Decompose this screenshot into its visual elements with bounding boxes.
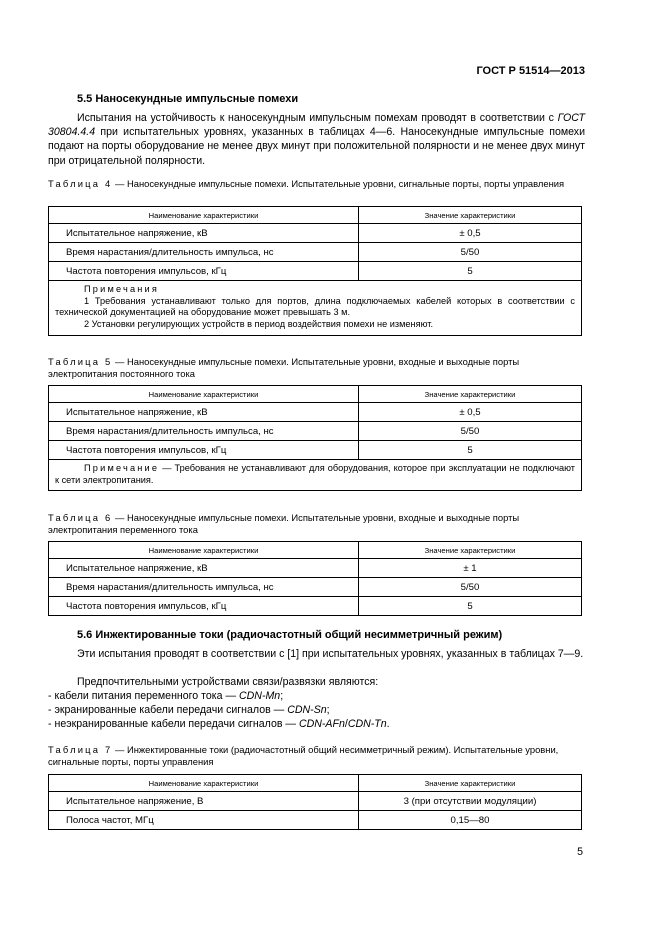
device-code: CDN-Sn (287, 704, 327, 716)
table-6 (48, 541, 582, 616)
section-5-5-title: 5.5 Наносекундные импульсные помехи (77, 93, 299, 105)
column-header: Наименование характеристики (49, 386, 359, 403)
table-4-caption (48, 178, 585, 190)
caption-text: — Наносекундные импульсные помехи. Испытательные уровни, входные и выходные порты электропитания переменного тока (48, 512, 520, 535)
device-code: CDN-AFn (298, 718, 345, 730)
section-5-6-paragraph: Эти испытания проводят в соответствии с [1] при испытательных уровнях, указанных в таблицах 7—9. (77, 648, 584, 660)
cell-value: ± 0,5 (359, 403, 582, 422)
notes-heading: Примечания (84, 284, 160, 294)
column-header: Значение характеристики (359, 386, 582, 403)
section-5-5-paragraph (48, 111, 585, 168)
column-header: Наименование характеристики (49, 542, 359, 559)
table-5 (48, 385, 582, 491)
list-item: - кабели питания переменного тока — CDN-Mn; (48, 690, 284, 702)
cell-value: 3 (при отсутствии модуляции) (359, 792, 582, 811)
document-code: ГОСТ Р 51514—2013 (476, 65, 585, 77)
cell-name: Испытательное напряжение, В (49, 792, 359, 811)
table-7-caption (48, 744, 585, 768)
note-1: 1 Требования устанавливают только для портов, длина подключаемых кабелей которых в соответствии с технической документацией на оборудование может превышать 3 м. (55, 295, 575, 318)
cell-name: Испытательное напряжение, кВ (49, 403, 359, 422)
table-notes (49, 281, 582, 336)
table-label: Таблица 5 (48, 356, 113, 367)
cell-value: ± 0,5 (359, 224, 582, 243)
cell-name: Испытательное напряжение, кВ (49, 224, 359, 243)
table-row (49, 578, 582, 597)
table-row (49, 441, 582, 460)
note-label: Примечание (84, 463, 160, 473)
table-row (49, 403, 582, 422)
table-header-row (49, 207, 582, 224)
standard-reference: ГОСТ 30804.4.4 (48, 112, 585, 139)
cell-name: Частота повторения импульсов, кГц (49, 262, 359, 281)
table-row (49, 597, 582, 616)
table-row (49, 224, 582, 243)
table-4 (48, 206, 582, 336)
table-row (49, 811, 582, 830)
cell-name: Время нарастания/длительность импульса, нс (49, 243, 359, 262)
table-note (49, 460, 582, 491)
cell-name: Время нарастания/длительность импульса, нс (49, 422, 359, 441)
cell-value: 5 (359, 441, 582, 460)
device-code: CDN-Mn (239, 690, 281, 702)
note-2: 2 Установки регулирующих устройств в период воздействия помехи не изменяют. (84, 319, 434, 330)
table-label: Таблица 6 (48, 512, 113, 523)
table-notes-row (49, 281, 582, 336)
cell-value: 5 (359, 262, 582, 281)
cell-value: 0,15—80 (359, 811, 582, 830)
column-header: Значение характеристики (359, 542, 582, 559)
cell-value: ± 1 (359, 559, 582, 578)
page-number: 5 (577, 846, 583, 858)
cell-name: Частота повторения импульсов, кГц (49, 441, 359, 460)
table-row (49, 422, 582, 441)
list-item: - экранированные кабели передачи сигналов — CDN-Sn; (48, 704, 330, 716)
cell-value: 5/50 (359, 422, 582, 441)
table-row (49, 262, 582, 281)
caption-text: — Наносекундные импульсные помехи. Испытательные уровни, сигнальные порты, порты управления (112, 178, 565, 189)
note-text: — Требования не устанавливают для оборудования, которое при эксплуатации не подключают к сети электропитания. (55, 463, 575, 485)
cell-name: Время нарастания/длительность импульса, нс (49, 578, 359, 597)
table-row (49, 792, 582, 811)
table-6-caption (48, 512, 585, 536)
device-code: CDN-Tn (347, 718, 387, 730)
cell-value: 5/50 (359, 243, 582, 262)
cell-name: Частота повторения импульсов, кГц (49, 597, 359, 616)
caption-text: — Инжектированные токи (радиочастотный общий несимметричный режим). Испытательные уровни, сигнальные порты, порты управления (48, 744, 559, 767)
table-notes-row (49, 460, 582, 491)
caption-text: — Наносекундные импульсные помехи. Испытательные уровни, входные и выходные порты электропитания постоянного тока (48, 356, 520, 379)
column-header: Наименование характеристики (49, 207, 359, 224)
table-7 (48, 774, 582, 830)
list-item: - неэкранированные кабели передачи сигналов — CDN-AFn/CDN-Tn. (48, 718, 390, 730)
section-5-6-title: 5.6 Инжектированные токи (радиочастотный общий несимметричный режим) (77, 629, 503, 641)
paragraph-text: Испытания на устойчивость к наносекундным импульсным помехам проводят в соответствии с (77, 112, 558, 124)
column-header: Значение характеристики (359, 207, 582, 224)
section-5-6-paragraph-2: Предпочтительными устройствами связи/развязки являются: (77, 676, 379, 688)
table-header-row (49, 775, 582, 792)
cell-value: 5/50 (359, 578, 582, 597)
column-header: Значение характеристики (359, 775, 582, 792)
table-row (49, 243, 582, 262)
table-5-caption (48, 356, 585, 380)
table-header-row (49, 386, 582, 403)
column-header: Наименование характеристики (49, 775, 359, 792)
paragraph-text: при испытательных уровнях, указанных в таблицах 4—6. Наносекундные импульсные помехи подают на порты оборудование не менее двух минут при положительной полярности и не менее двух минут при отрицательной полярности. (48, 126, 585, 167)
table-header-row (49, 542, 582, 559)
cell-name: Испытательное напряжение, кВ (49, 559, 359, 578)
table-label: Таблица 7 (48, 744, 113, 755)
table-row (49, 559, 582, 578)
table-label: Таблица 4 (48, 178, 113, 189)
cell-value: 5 (359, 597, 582, 616)
cell-name: Полоса частот, МГц (49, 811, 359, 830)
